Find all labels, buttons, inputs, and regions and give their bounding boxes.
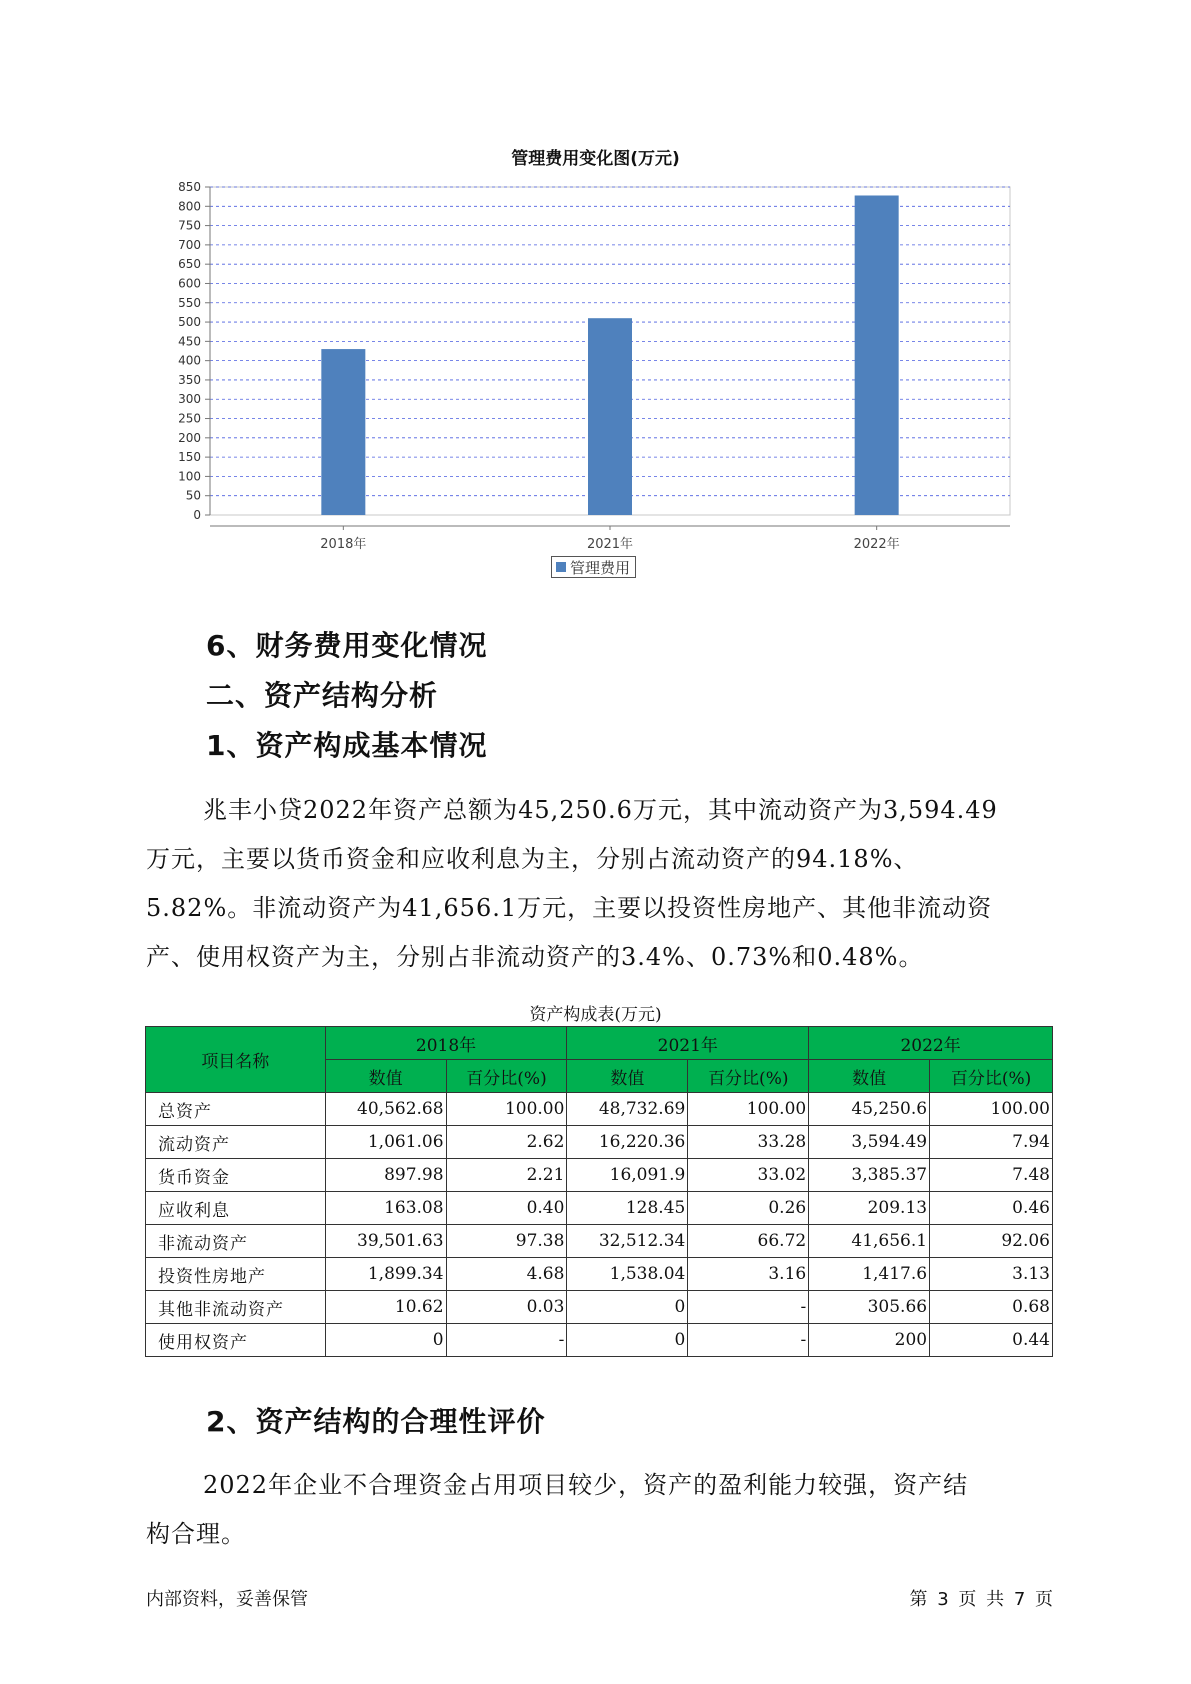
header-value: 数值 xyxy=(567,1060,688,1093)
bar xyxy=(855,195,899,515)
cell-percent: 4.68 xyxy=(446,1258,567,1291)
cell-percent: 7.48 xyxy=(930,1159,1053,1192)
cell-percent: 92.06 xyxy=(930,1225,1053,1258)
cell-percent: 66.72 xyxy=(688,1225,809,1258)
y-tick-label: 450 xyxy=(178,334,201,349)
chart-title: 管理费用变化图(万元) xyxy=(511,149,680,169)
footer-page-number: 第 3 页 共 7 页 xyxy=(909,1589,1053,1610)
cell-percent: - xyxy=(688,1291,809,1324)
cell-percent: 0.40 xyxy=(446,1192,567,1225)
row-name: 总资产 xyxy=(146,1093,326,1126)
bar xyxy=(588,318,632,515)
table-row xyxy=(146,1225,1053,1258)
cell-percent: 100.00 xyxy=(930,1093,1053,1126)
cell-percent: - xyxy=(446,1324,567,1357)
row-name: 使用权资产 xyxy=(146,1324,326,1357)
y-tick-label: 800 xyxy=(178,199,201,214)
cell-value: 41,656.1 xyxy=(809,1225,930,1258)
asset-composition-table xyxy=(145,1026,1053,1357)
table-row xyxy=(146,1192,1053,1225)
cell-value: 45,250.6 xyxy=(809,1093,930,1126)
row-name: 应收利息 xyxy=(146,1192,326,1225)
cell-percent: 0.03 xyxy=(446,1291,567,1324)
y-tick-label: 100 xyxy=(178,469,201,484)
paragraph-line: 兆丰小贷2022年资产总额为45,250.6万元，其中流动资产为3,594.49 xyxy=(203,796,998,824)
table-row xyxy=(146,1159,1053,1192)
cell-value: 209.13 xyxy=(809,1192,930,1225)
y-tick-label: 150 xyxy=(178,450,201,465)
cell-percent: 0.26 xyxy=(688,1192,809,1225)
cell-value: 3,594.49 xyxy=(809,1126,930,1159)
paragraph-line: 万元，主要以货币资金和应收利息为主，分别占流动资产的94.18%、 xyxy=(146,845,919,873)
cell-percent: 100.00 xyxy=(688,1093,809,1126)
header-item-name: 项目名称 xyxy=(146,1027,326,1093)
x-tick-label: 2022年 xyxy=(853,537,900,552)
cell-percent: 0.46 xyxy=(930,1192,1053,1225)
cell-value: 0 xyxy=(567,1291,688,1324)
y-tick-label: 650 xyxy=(178,257,201,272)
x-tick-label: 2021年 xyxy=(586,537,634,552)
header-year-2022: 2022年 xyxy=(809,1027,1053,1060)
table-caption: 资产构成表(万元) xyxy=(529,1005,662,1025)
paragraph-line: 5.82%。非流动资产为41,656.1万元，主要以投资性房地产、其他非流动资 xyxy=(146,894,993,922)
cell-value: 163.08 xyxy=(325,1192,446,1225)
heading-asset-structure: 二、资产结构分析 xyxy=(206,679,439,712)
y-tick-label: 550 xyxy=(178,295,201,310)
cell-percent: 3.13 xyxy=(930,1258,1053,1291)
cell-value: 897.98 xyxy=(325,1159,446,1192)
heading-asset-composition: 1、资产构成基本情况 xyxy=(206,729,488,762)
y-tick-label: 400 xyxy=(178,353,201,368)
y-tick-label: 300 xyxy=(178,392,201,407)
table-row xyxy=(146,1093,1053,1126)
legend-label: 管理费用 xyxy=(570,558,631,577)
cell-value: 10.62 xyxy=(325,1291,446,1324)
row-name: 非流动资产 xyxy=(146,1225,326,1258)
paragraph-line: 2022年企业不合理资金占用项目较少，资产的盈利能力较强，资产结 xyxy=(203,1471,969,1499)
cell-value: 305.66 xyxy=(809,1291,930,1324)
header-percent: 百分比(%) xyxy=(688,1060,809,1093)
cell-value: 1,899.34 xyxy=(325,1258,446,1291)
y-tick-label: 250 xyxy=(178,411,201,426)
heading-finance-expense: 6、财务费用变化情况 xyxy=(206,629,488,662)
table-row xyxy=(146,1291,1053,1324)
paragraph-asset-summary xyxy=(146,786,1051,982)
y-tick-label: 600 xyxy=(178,276,201,291)
cell-value: 0 xyxy=(567,1324,688,1357)
cell-value: 1,538.04 xyxy=(567,1258,688,1291)
cell-value: 1,061.06 xyxy=(325,1126,446,1159)
row-name: 货币资金 xyxy=(146,1159,326,1192)
paragraph-asset-evaluation xyxy=(146,1461,1051,1559)
cell-value: 32,512.34 xyxy=(567,1225,688,1258)
y-tick-label: 750 xyxy=(178,218,201,233)
cell-value: 200 xyxy=(809,1324,930,1357)
cell-percent: 2.21 xyxy=(446,1159,567,1192)
header-value: 数值 xyxy=(325,1060,446,1093)
heading-asset-evaluation: 2、资产结构的合理性评价 xyxy=(206,1405,546,1438)
y-tick-label: 500 xyxy=(178,315,201,330)
y-tick-label: 200 xyxy=(178,430,201,445)
cell-value: 48,732.69 xyxy=(567,1093,688,1126)
cell-percent: 2.62 xyxy=(446,1126,567,1159)
table-row xyxy=(146,1126,1053,1159)
cell-value: 16,220.36 xyxy=(567,1126,688,1159)
cell-value: 128.45 xyxy=(567,1192,688,1225)
cell-percent: 0.68 xyxy=(930,1291,1053,1324)
header-percent: 百分比(%) xyxy=(930,1060,1053,1093)
row-name: 其他非流动资产 xyxy=(146,1291,326,1324)
footer-confidential-note: 内部资料，妥善保管 xyxy=(146,1589,308,1610)
paragraph-line: 产、使用权资产为主，分别占非流动资产的3.4%、0.73%和0.48%。 xyxy=(146,943,924,971)
cell-value: 3,385.37 xyxy=(809,1159,930,1192)
header-year-2021: 2021年 xyxy=(567,1027,809,1060)
table-row xyxy=(146,1258,1053,1291)
y-tick-label: 850 xyxy=(178,180,201,194)
y-tick-label: 350 xyxy=(178,372,201,387)
cell-percent: 97.38 xyxy=(446,1225,567,1258)
cell-percent: 7.94 xyxy=(930,1126,1053,1159)
x-tick-label: 2018年 xyxy=(320,537,367,552)
cell-value: 1,417.6 xyxy=(809,1258,930,1291)
legend-swatch xyxy=(556,562,566,572)
cell-percent: 0.44 xyxy=(930,1324,1053,1357)
cell-value: 39,501.63 xyxy=(325,1225,446,1258)
paragraph-line: 构合理。 xyxy=(146,1520,246,1548)
cell-value: 0 xyxy=(325,1324,446,1357)
y-tick-label: 0 xyxy=(193,508,201,522)
cell-value: 16,091.9 xyxy=(567,1159,688,1192)
cell-percent: 33.02 xyxy=(688,1159,809,1192)
cell-percent: 33.28 xyxy=(688,1126,809,1159)
bar xyxy=(321,349,365,515)
y-tick-label: 50 xyxy=(185,488,201,503)
cell-percent: 100.00 xyxy=(446,1093,567,1126)
row-name: 投资性房地产 xyxy=(146,1258,326,1291)
y-tick-label: 700 xyxy=(178,237,201,252)
table-row xyxy=(146,1324,1053,1357)
header-percent: 百分比(%) xyxy=(446,1060,567,1093)
cell-value: 40,562.68 xyxy=(325,1093,446,1126)
cell-percent: 3.16 xyxy=(688,1258,809,1291)
row-name: 流动资产 xyxy=(146,1126,326,1159)
chart-legend xyxy=(551,556,636,578)
cell-percent: - xyxy=(688,1324,809,1357)
bar-chart xyxy=(150,175,1020,555)
header-year-2018: 2018年 xyxy=(325,1027,567,1060)
header-value: 数值 xyxy=(809,1060,930,1093)
